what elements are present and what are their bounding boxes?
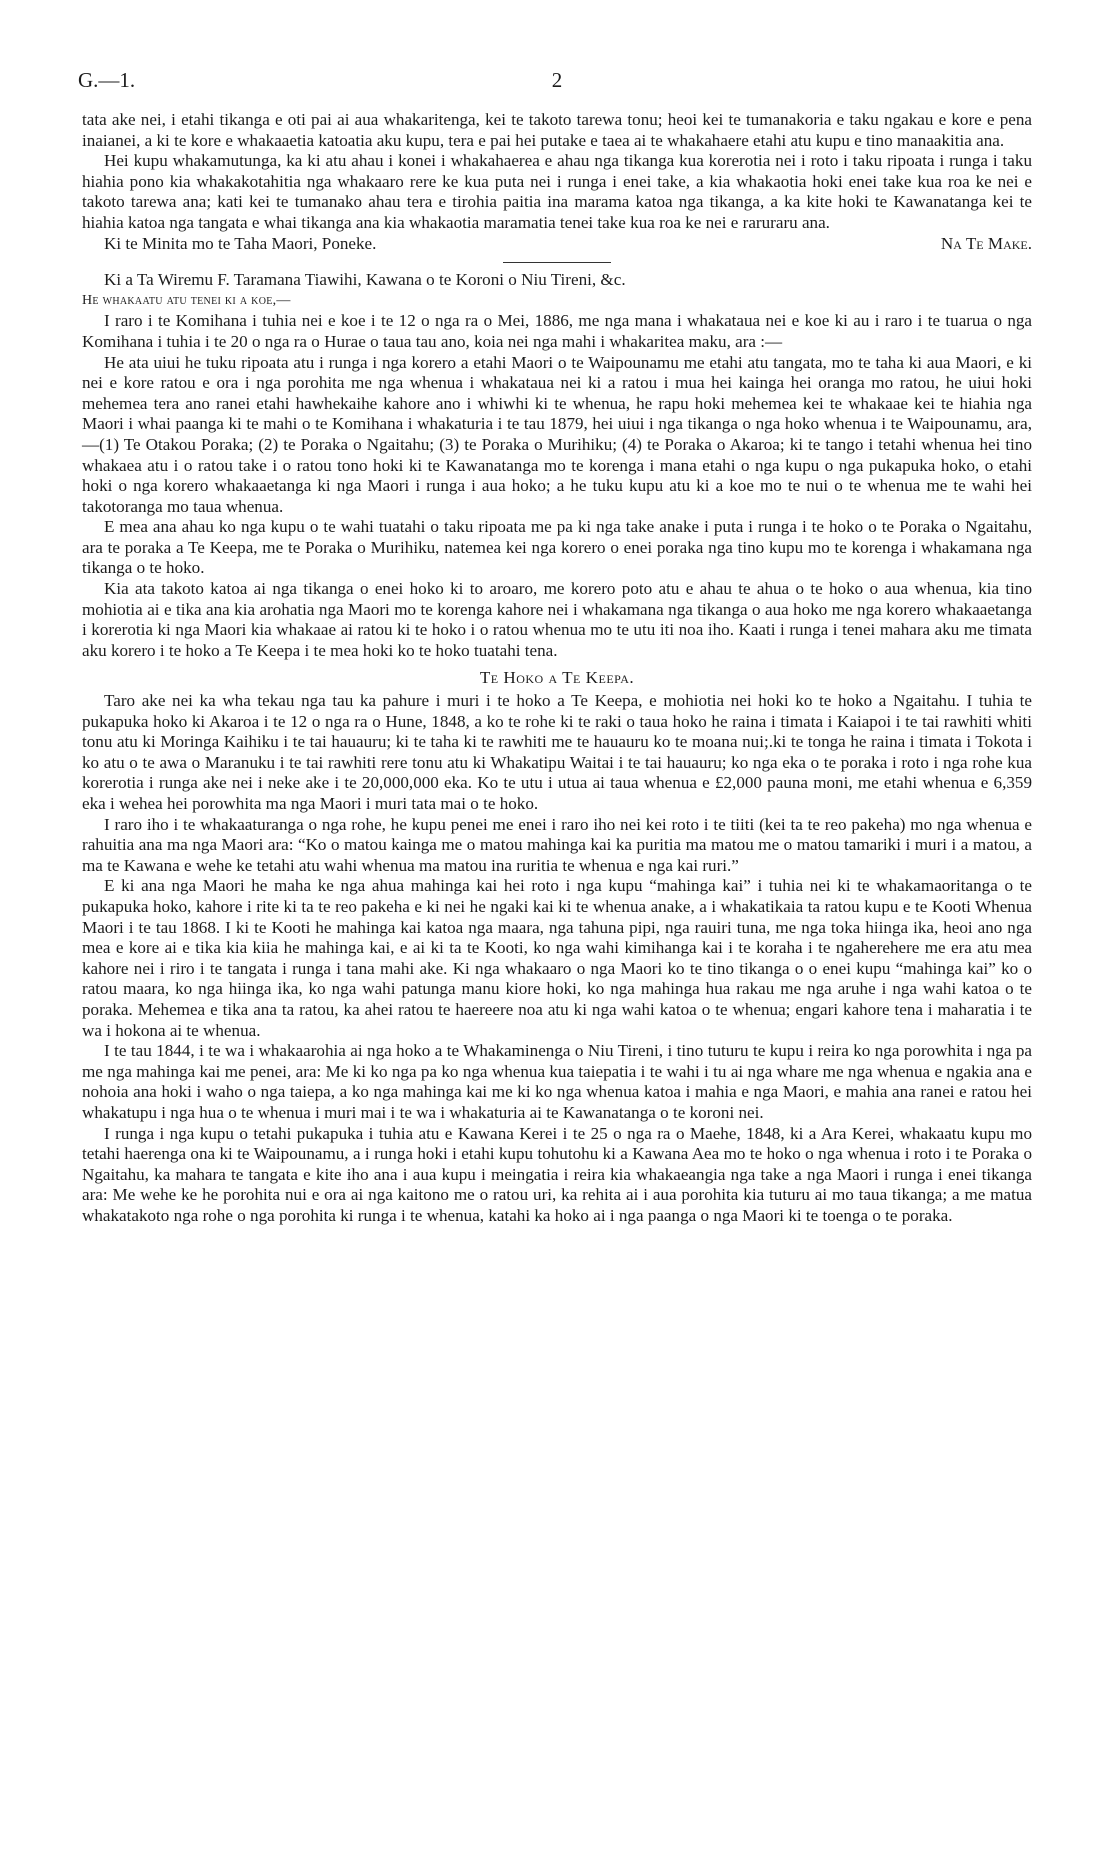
paragraph: Hei kupu whakamutunga, ka ki atu ahau i konei i whakahaerea e ahau nga tikanga kua korerotia nei i roto i taku ripoata i runga i taku hiahia pono kia whakakotahitia nga whakaaro rere ke kua puta nei i runga i enei take, a kia whakaotia hoki enei take kua roa ke nei e takoto tarewa ana; kati kei te tumanako ahau tera e tirohia paitia ina marama katoa nga tikanga, a ka kite hoki te Kawanatanga kei te hiahia katoa nga tangata e whai tikanga ana kia whakaotia maramatia tenei take kua roa ke nei e raruraru ana. (82, 151, 1032, 232)
closing-signature: Na Te Make. (940, 233, 1032, 253)
paragraph: E mea ana ahau ko nga kupu o te wahi tuatahi o taku ripoata me pa ki nga take anake i puta i runga i te hoko o te Poraka o Ngaitahu, ara te poraka a Te Keepa, me te Poraka o Murihiku, natemea kei nga korero o enei poraka nga tino kupu mo te korenga i whakamana nga tikanga o te hoko. (82, 517, 1032, 578)
document-reference: G.—1. (78, 68, 136, 92)
letter-salutation: He whakaatu atu tenei ki a koe,— (82, 292, 291, 308)
paragraph: Taro ake nei ka wha tekau nga tau ka pahure i muri i te hoko a Te Keepa, e mohiotia nei hoki ko te hoko a Ngaitahu. I tuhia te pukapuka hoko ki Akaroa i te 12 o nga ra o Hune, 1848, a ko te rohe ki te raki o taua hoko he raina i timata i Kaiapoi i te tai rawhiti whiti tonu atu ki Moringa Kaihiku i te tai hauauru; ki te taha ki te rawhiti me te hauauru ko te moana nui;.ki te tonga he raina i timata i Tokota i ko atu o te awa o Maranuku i te tai rawhiti rere tonu atu ki Whakatipu Waitai i te tai hauauru; ko nga eka o te poraka i roto i nga rohe kua korerotia i runga ake nei i neke ake i te 20,000,000 eka. Ko te utu i utua ai taua whenua e £2,000 pauna moni, me etahi whenua e 6,359 eka i wehea hei porowhita ma nga Maori i muri tata mai o te hoko. (82, 691, 1032, 813)
paragraph: tata ake nei, i etahi tikanga e oti pai ai aua whakaritenga, kei te takoto tarewa tonu; heoi kei te tumanakoria e taku ngakau e kore e pena inaianei, a ki te kore e whakaaetia katoatia aku kupu, tera e pai hei putake e taea ai te whakahaere etahi atu kupu e tino manaakitia ana. (82, 110, 1032, 150)
paragraph: I runga i nga kupu o tetahi pukapuka i tuhia atu e Kawana Kerei i te 25 o nga ra o Maehe, 1848, ki a Ara Kerei, whakaatu kupu mo tetahi haerenga ona ki te Waipounamu, a i runga hoki i etahi kupu tohutohu ki a Kawana Aea mo te hoko o nga whenua i roto i te Poraka o Ngaitahu, ka mahara te tangata e kite iho ana i aua kupu i meingatia i reira kia whakaeangia nga take a nga Maori i runga i enei tikanga ara: Me wehe ke he porohita nui e ora ai nga kaitono me o ratou uri, ka rehita ai i aua porohita kia tuturu ai mo taua tikanga; a me matua whakatakoto nga rohe o nga porohita ki runga i te whenua, katahi ka hoko ai i nga paanga o nga Maori ki te toenga o te poraka. (82, 1123, 1032, 1225)
letter-closing (82, 234, 1032, 255)
paragraph: I te tau 1844, i te wa i whakaarohia ai nga hoko a te Whakaminenga o Niu Tireni, i tino tuturu te kupu i reira ko nga porowhita i nga pa me nga mahinga kai me penei, ara: Me ki ko nga pa ko nga whenua kua taiepatia i te wahi i tu ai nga whare me nga whenua e ngakia ana e nohoia ana hoki i waho o nga taiepa, a ko nga mahinga kai me ki ko nga whenua katoa i mahia e nga Maori, e mahia ana ranei e ratou hei whakatupu i nga hua o te whenua i muri mai i te wa i whakaturia ai te Kawanatanga o te koroni nei. (82, 1041, 1032, 1122)
letter-address: Ki a Ta Wiremu F. Taramana Tiawihi, Kawana o te Koroni o Niu Tireni, &c. (104, 270, 626, 290)
closing-recipient: Ki te Minita mo te Taha Maori, Poneke. (104, 233, 377, 253)
section-heading: Te Hoko a Te Keepa. (479, 668, 635, 688)
paragraph: E ki ana nga Maori he maha ke nga ahua mahinga kai hei roto i nga kupu “mahinga kai” i tuhia nei ki te whakamaoritanga o te pukapuka hoko, kahore i rite ki ta te reo pakeha e ki nei he ngaki kai ki te whenua anake, a i whakatikaia ta ratou kupu e te Kooti Whenua Maori i te tau 1868. I ki te Kooti he mahinga kai katoa nga maara, nga tahuna pipi, nga rauiri tuna, me nga toka hiinga ika, heoi ano nga mea e kore ai e tika kia kiia he mahinga kai, e ai ki ta te Kooti, ko nga wahi kimihanga kai i te koraha i te ngaherehere me era atu mea kahore nei i riro i te tangata i runga i tana mahi ake. Ki nga whakaaro o nga Maori ko te tino tikanga o o enei kupu “mahinga kai” ko o ratou maara, ko nga hiinga ika, ko nga wahi patunga manu kiore hoki, ko nga mahinga hua rakau me nga aruhe i nga wahi katoa o te poraka. Mehemea e tika ana ta ratou, ka ahei ratou te haereere noa atu ki nga wahi katoa o te whenua; engari kahore tena i maharatia i te wa i hokona ai te whenua. (82, 876, 1032, 1040)
paragraph: I raro i te Komihana i tuhia nei e koe i te 12 o nga ra o Mei, 1886, me nga mana i whakataua nei e koe ki au i raro i te tuarua o nga Komihana i tuhia i te 20 o nga ra o Hurae o taua tau ano, koia nei nga mahi i whakaritea maku, ara :— (82, 311, 1032, 351)
paragraph: I raro iho i te whakaaturanga o nga rohe, he kupu penei me enei i raro iho nei kei roto i te tiiti (kei ta te reo pakeha) mo nga whenua e rahuitia ana ma nga Maori ara: “Ko o matou kainga me o matou mahinga kai ka puritia ma matou me o matou tamariki i muri i a matou, a ma te Kawana e wehe ke tetahi atu wahi whenua ma matou ina ruritia te whenua e nga kai ruri.” (82, 814, 1032, 875)
section-divider (503, 262, 611, 263)
document-body (82, 110, 1032, 1226)
paragraph: Kia ata takoto katoa ai nga tikanga o enei hoko ki to aroaro, me korero poto atu e ahau te ahua o te hoko o aua whenua, kia tino mohiotia ai e tika ana kia arohatia nga Maori mo te korenga kahore nei i whakamana nga tikanga o aua hoko me nga korero whakaaetanga i korerotia ki nga Maori kia whakaae ai ratou ki te hoko i o ratou whenua mo te utu iti noa iho. Kaati i runga i tenei mahara aku me timata aku korero i te hoko a Te Keepa i te mea hoki ko te hoko tuatahi tena. (82, 579, 1032, 660)
page-number: 2 (551, 68, 563, 92)
paragraph: He ata uiui he tuku ripoata atu i runga i nga korero a etahi Maori o te Waipounamu me etahi atu tangata, mo te taha ki aua Maori, e ki nei e kore ratou e ora i nga porohita me nga whenua i whakataua nei ki a ratou i mua hei kainga hei oranga mo ratou, he uiui hoki mehemea tera ano ranei etahi hawhekaihe kahore ano i whiwhi ki te whenua, he rapu hoki mehemea kei te whakaae kei te hiahia nga Maori i whai paanga ki te mahi o te Komihana i whakaturia i te tau 1879, hei uiui i nga tikanga o nga hoko whenua i te Waipounamu, ara,—(1) Te Otakou Poraka; (2) te Poraka o Ngaitahu; (3) te Poraka o Murihiku; (4) te Poraka o Akaroa; ki te tango i tetahi whenua hei tino whakaea atu i o ratou take i o ratou tono hoki ki te Kawanatanga mo te korenga i mana etahi o nga kupu o nga pukapuka hoko, o etahi hoki o nga korero whakaaetanga ki nga Maori i runga i aua hoko; a he tuku kupu atu ki a koe mo te nui o te whenua me te wahi hei takotoranga mo taua whenua. (82, 352, 1032, 516)
page-header (78, 68, 1036, 98)
